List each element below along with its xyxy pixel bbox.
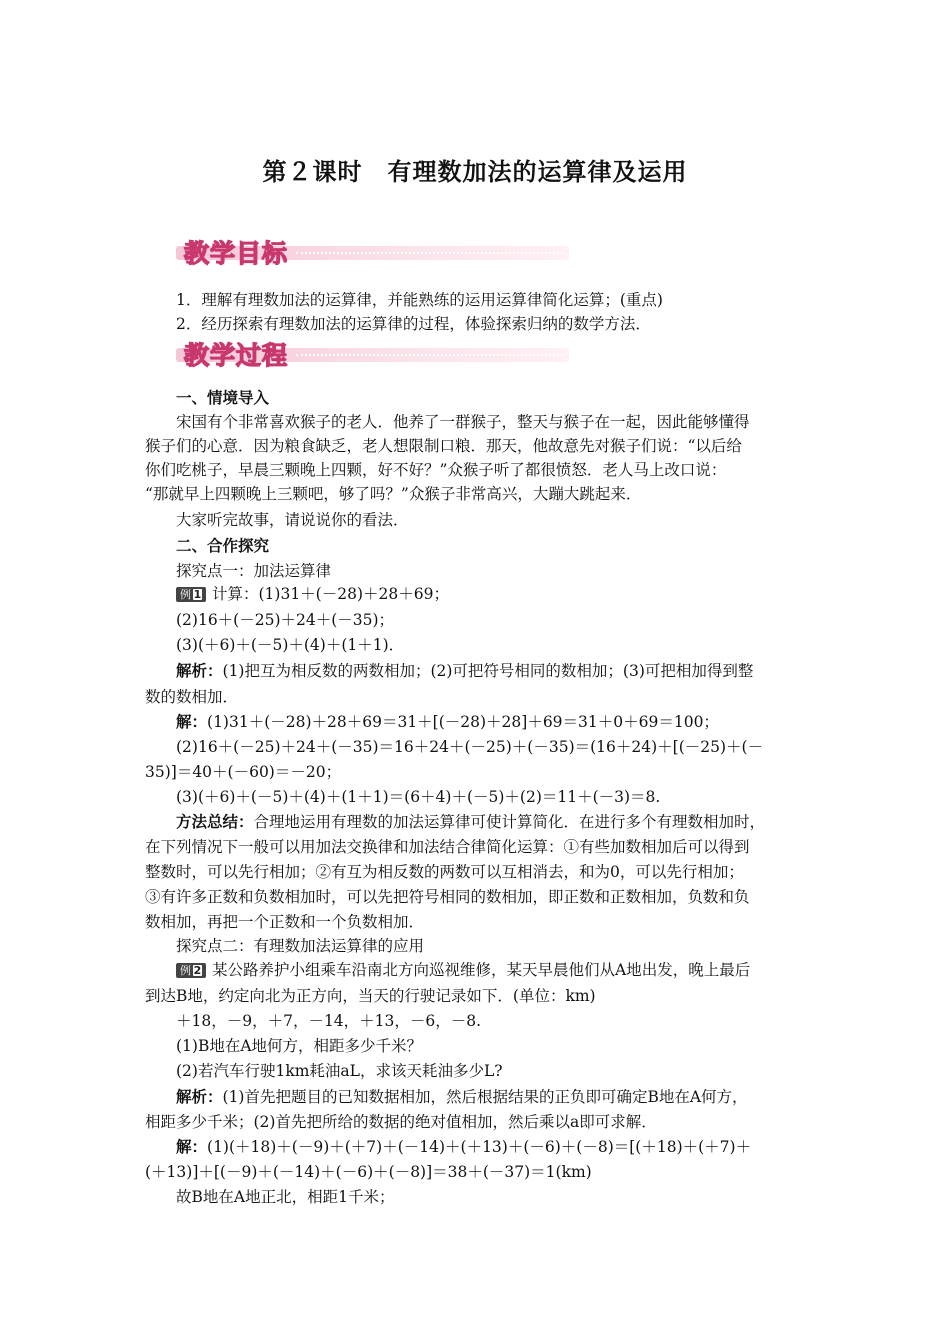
solution-text: (3)(＋6)＋(－5)＋(4)＋(1＋1)＝(6＋4)＋(－5)＋(2)＝11＋(－3)＝8. bbox=[176, 788, 661, 806]
subsection-heading: 探究点二：有理数加法运算律的应用 bbox=[176, 937, 425, 955]
method-text: ③有许多正数和负数相加时，可以先把符号相同的数相加，即正数和正数相加，负数和负 bbox=[145, 888, 750, 906]
question-text: (1)B地在A地何方，相距多少千米？ bbox=[176, 1037, 423, 1055]
method-text: 整数时，可以先行相加；②有互为相反数的两数可以互相消去，和为0，可以先行相加； bbox=[145, 863, 744, 881]
section-heading: 一、情境导入 bbox=[176, 389, 270, 407]
analysis-line bbox=[176, 659, 753, 683]
analysis-line bbox=[176, 1085, 748, 1109]
story-line: 宋国有个非常喜欢猴子的老人．他养了一群猴子，整天与猴子在一起，因此能够懂得 bbox=[176, 413, 750, 431]
method-summary bbox=[176, 810, 765, 834]
solution-line bbox=[176, 710, 719, 734]
banner-label: 教学过程 bbox=[184, 341, 289, 370]
question-text: 计算：(1)31＋(－28)＋28＋69； bbox=[212, 585, 449, 603]
page-title: 第２课时 有理数加法的运算律及运用 bbox=[262, 158, 688, 186]
solution-text: 35)]＝40＋(－60)＝－20； bbox=[145, 763, 342, 781]
method-text: 在下列情况下一般可以用加法交换律和加法结合律简化运算：①有些加数相加后可以得到 bbox=[145, 838, 750, 856]
example-badge bbox=[176, 963, 206, 978]
example-badge-label: 例 bbox=[180, 588, 191, 601]
method-label: 方法总结： bbox=[176, 813, 254, 831]
solution-text: 故B地在A地正北，相距1千米； bbox=[176, 1188, 395, 1206]
analysis-label: 解析： bbox=[176, 1088, 223, 1106]
solution-label: 解： bbox=[176, 713, 208, 731]
analysis-text: (1)把互为相反数的两数相加；(2)可把符号相同的数相加；(3)可把相加得到整 bbox=[222, 662, 754, 680]
story-line: 你们吃桃子，早晨三颗晚上四颗，好不好？”众猴子听了都很愤怒．老人马上改口说： bbox=[145, 461, 727, 479]
question-text: (3)(＋6)＋(－5)＋(4)＋(1＋1)． bbox=[176, 636, 405, 654]
story-line: “那就早上四颗晚上三颗吧，够了吗？”众猴子非常高兴，大蹦大跳起来． bbox=[145, 485, 642, 503]
analysis-text: 相距多少千米；(2)首先把所给的数据的绝对值相加，然后乘以a即可求解． bbox=[145, 1113, 657, 1131]
question-text: (2)若汽车行驶1km耗油aL，求该天耗油多少L? bbox=[176, 1062, 503, 1080]
question-text: 某公路养护小组乘车沿南北方向巡视维修，某天早晨他们从A地出发，晚上最后 bbox=[212, 961, 751, 979]
example-badge-number: 1 bbox=[193, 588, 202, 601]
example-badge-number: 2 bbox=[193, 964, 202, 977]
example-badge-label: 例 bbox=[180, 964, 191, 977]
question-text: 到达B地，约定向北为正方向，当天的行驶记录如下．(单位：km) bbox=[145, 987, 596, 1005]
solution-text: (1)(＋18)＋(－9)＋(＋7)＋(－14)＋(＋13)＋(－6)＋(－8)＝[(＋18)＋(＋7)＋ bbox=[207, 1138, 752, 1156]
question-text: ＋18，－9，＋7，－14，＋13，－6，－8. bbox=[176, 1012, 482, 1030]
story-line: 猴子们的心意．因为粮食缺乏，老人想限制口粮．那天，他故意先对猴子们说：“以后给 bbox=[145, 437, 742, 455]
section-banner-process bbox=[176, 336, 569, 372]
method-text: 合理地运用有理数的加法运算律可使计算简化．在进行多个有理数相加时， bbox=[253, 813, 766, 831]
banner-dots bbox=[296, 354, 563, 356]
solution-text: (2)16＋(－25)＋24＋(－35)＝16＋24＋(－25)＋(－35)＝(16＋24)＋[(－25)＋(－ bbox=[176, 738, 764, 756]
method-text: 数相加，再把一个正数和一个负数相加． bbox=[145, 913, 425, 931]
goal-item: 2．经历探索有理数加法的运算律的过程，体验探索归纳的数学方法． bbox=[176, 315, 651, 333]
banner-label: 教学目标 bbox=[184, 239, 289, 268]
analysis-text: (1)首先把题目的已知数据相加，然后根据结果的正负即可确定B地在A何方， bbox=[222, 1088, 748, 1106]
solution-line bbox=[176, 1135, 751, 1159]
solution-label: 解： bbox=[176, 1138, 208, 1156]
example-2-question bbox=[176, 958, 750, 982]
solution-text: (＋13)]＋[(－9)＋(－14)＋(－6)＋(－8)]＝38＋(－37)＝1(km) bbox=[145, 1163, 592, 1181]
section-heading: 二、合作探究 bbox=[176, 537, 270, 555]
solution-text: (1)31＋(－28)＋28＋69＝31＋[(－28)＋28]＋69＝31＋0＋69＝100； bbox=[207, 713, 719, 731]
banner-dots bbox=[296, 252, 563, 254]
subsection-heading: 探究点一：加法运算律 bbox=[176, 562, 332, 580]
section-banner-goals bbox=[176, 234, 569, 270]
question-text: (2)16＋(－25)＋24＋(－35)； bbox=[176, 611, 395, 629]
analysis-label: 解析： bbox=[176, 662, 223, 680]
goal-item: 1．理解有理数加法的运算律，并能熟练的运用运算律简化运算；(重点) bbox=[176, 291, 663, 309]
example-1-question bbox=[176, 582, 449, 606]
story-line: 大家听完故事，请说说你的看法． bbox=[176, 511, 409, 529]
example-badge bbox=[176, 587, 206, 602]
analysis-text: 数的数相加． bbox=[145, 688, 239, 706]
